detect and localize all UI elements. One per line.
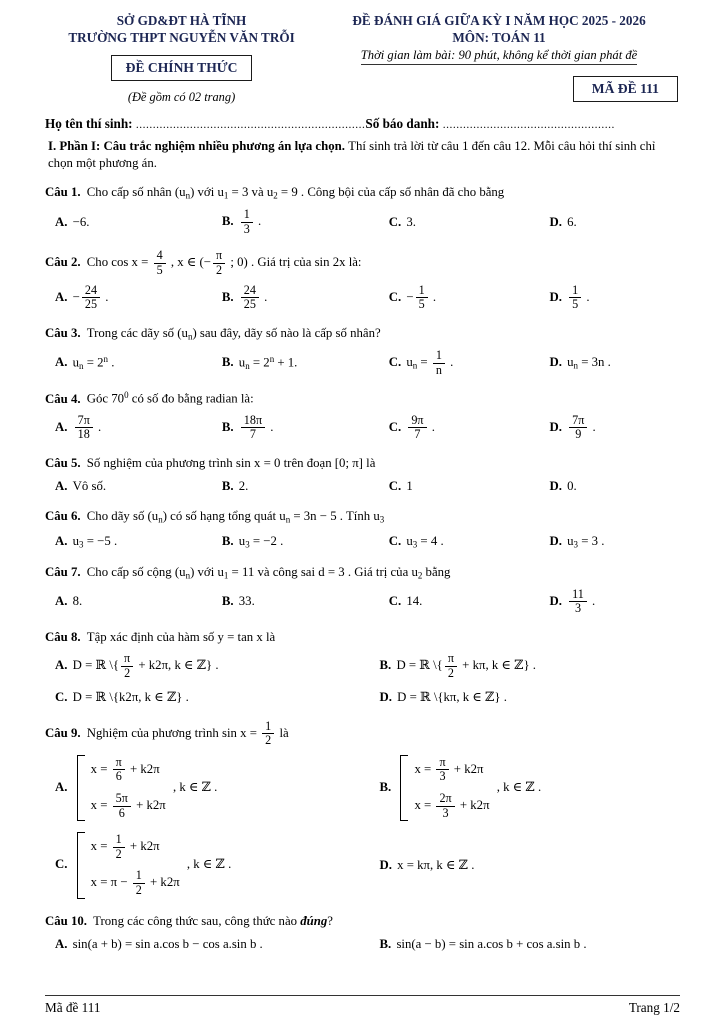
footer-page-number: Trang 1/2 [628, 1000, 680, 1015]
option-C: C. 14. [388, 594, 423, 609]
option-A: A. Vô số. [55, 479, 107, 494]
option-label: D. [549, 533, 566, 548]
header-left [45, 12, 318, 105]
option-label: D. [549, 355, 566, 370]
option-D: D. 0. [549, 479, 577, 494]
question [45, 454, 680, 496]
student-name-label: Họ tên thí sinh: [45, 116, 136, 132]
question-number: Câu 2. [45, 255, 84, 270]
option-label: B. [379, 936, 395, 951]
option-A: A. $\frac{7\pi}{18}$ . [55, 412, 102, 442]
options [45, 477, 680, 496]
option-label: D. [549, 289, 566, 304]
option-label: C. [388, 533, 405, 548]
option-D: D. 6. [549, 214, 577, 229]
question [45, 912, 680, 954]
question-stem: Câu 3. Trong các dãy số $(u_n)$ sau đây, dãy số nào là cấp số nhân? [45, 325, 381, 342]
option-A: A. −6. [55, 214, 90, 229]
option-C: C. $u_n$ = $\frac{1}{n}$ . [388, 347, 454, 377]
option-B: B. $u_n = 2^n + 1$. [221, 353, 298, 371]
option-label: A. [55, 419, 71, 434]
subject-title: MÔN: TOÁN 11 [452, 30, 546, 46]
time-note-wrap [318, 48, 680, 63]
option-B: B. $\frac{1}{3}$ . [221, 207, 262, 236]
question-number: Câu 8. [45, 629, 84, 644]
question-number: Câu 6. [45, 509, 84, 524]
question-number: Câu 10. [45, 913, 91, 928]
option-C: C. $u_3 = 4$ . [388, 533, 444, 550]
option-B: B. 2. [221, 479, 249, 494]
option-D: D. D = ℝ \{kπ, k ∈ ℤ} . [379, 690, 507, 705]
option-label: A. [55, 658, 71, 673]
option-label: D. [379, 690, 396, 705]
option-label: A. [55, 479, 71, 494]
option-A: A. x = $\frac{\pi}{6}$ + k2π x = $\frac{5\pi}{6}$ + k2π , k ∈ ℤ . [55, 754, 218, 820]
question-number: Câu 4. [45, 391, 84, 406]
option-C: C. 1 [388, 479, 413, 494]
options [45, 348, 680, 378]
question-stem: Câu 8. Tập xác định của hàm số y = tan x là [45, 629, 276, 644]
option-label: B. [379, 658, 395, 673]
option-label: C. [388, 289, 405, 304]
option-D: D. $u_3 = 3$ . [549, 533, 605, 550]
footer-exam-code: Mã đề 111 [45, 1000, 101, 1015]
question-number: Câu 3. [45, 325, 84, 340]
question [45, 628, 680, 708]
option-label: A. [55, 214, 71, 229]
option-C: C. 3. [388, 214, 416, 229]
question [45, 719, 680, 901]
section-lead: I. Phần I: Câu trắc nghiệm nhiều phương án lựa chọn. [48, 139, 349, 154]
option-label: B. [221, 533, 237, 548]
option-label: D. [549, 419, 566, 434]
options [45, 935, 680, 954]
option-B: B. $u_3 = -2$ . [221, 533, 284, 550]
option-label: B. [221, 479, 237, 494]
header-right [318, 12, 680, 105]
option-B: B. 33. [221, 594, 255, 609]
question-number: Câu 5. [45, 456, 84, 471]
option-label: C. [388, 479, 405, 494]
options [45, 651, 680, 707]
option-label: D. [379, 857, 396, 872]
question-stem: Câu 10. Trong các công thức sau, công thức nào đúng? [45, 913, 333, 928]
option-B: B. $\frac{18\pi}{7}$ . [221, 412, 274, 442]
department-name: SỞ GD&ĐT HÀ TĨNH [116, 13, 247, 28]
option-A: A. $u_n = 2^n$ . [55, 353, 115, 371]
options [45, 413, 680, 443]
question-stem: Câu 7. Cho cấp số cộng $(u_n)$ với $u_1 = 11$ và công sai d = 3 . Giá trị của $u_2$ bằng [45, 564, 451, 581]
option-label: B. [221, 214, 237, 229]
section-intro [45, 138, 680, 172]
option-A: A. $u_3 = -5$ . [55, 533, 118, 550]
option-label: C. [388, 419, 405, 434]
option-D: D. $u_n = 3n$ . [549, 355, 611, 371]
option-A: A. sin(a + b) = sin a.cos b − cos a.sin b . [55, 936, 263, 951]
option-A: A. D = ℝ \{ $\frac{\pi}{2}$ + k2π, k ∈ ℤ} . [55, 651, 219, 680]
options [45, 283, 680, 313]
option-C: C. − $\frac{1}{5}$ . [388, 282, 437, 312]
option-B: B. $\frac{24}{25}$ . [221, 282, 268, 312]
question-stem: Câu 2. Cho cos x = $\frac{4}{5}$ , x ∈ (− $\frac{\pi}{2}$ ; 0) . Giá trị của sin 2x là: [45, 248, 362, 278]
pages-note: (Đề gồm có 02 trang) [127, 90, 236, 105]
option-C: C. $\frac{9\pi}{7}$ . [388, 412, 435, 442]
option-label: A. [55, 779, 71, 794]
question-stem: Câu 1. Cho cấp số nhân $(u_n)$ với $u_1 = 3$ và $u_2 = 9$ . Công bội của cấp số nhân đã cho bằng [45, 185, 505, 201]
official-box-wrap [45, 46, 318, 81]
exam-code-box: MÃ ĐỀ 111 [573, 76, 678, 102]
section-rest: Thí sinh trả lời từ câu 1 đến câu 12. Mỗi câu hỏi thí sinh chỉ chọn một phương án. [48, 139, 656, 171]
option-label: C. [55, 690, 71, 705]
question [45, 563, 680, 617]
exam-title: ĐỀ ĐÁNH GIÁ GIỮA KỲ I NĂM HỌC 2025 - 2026 [352, 13, 646, 28]
question-stem: Câu 5. Số nghiệm của phương trình sin x = 0 trên đoạn [0; π] là [45, 456, 376, 471]
official-exam-box: ĐỀ CHÍNH THỨC [111, 55, 253, 81]
question [45, 248, 680, 312]
option-label: A. [55, 533, 71, 548]
option-A: A. 8. [55, 594, 83, 609]
option-label: A. [55, 289, 71, 304]
options [45, 587, 680, 617]
question [45, 183, 680, 237]
option-label: D. [549, 214, 566, 229]
options [45, 207, 680, 237]
header [45, 12, 680, 105]
question-stem: Câu 9. Nghiệm của phương trình sin x = $\frac{1}{2}$ là [45, 718, 289, 748]
footer [45, 995, 680, 1016]
questions [45, 183, 680, 954]
option-label: C. [55, 857, 71, 872]
options [45, 753, 680, 901]
option-label: B. [221, 355, 237, 370]
student-name-dots: .................................................................... [135, 119, 366, 132]
question-number: Câu 1. [45, 185, 84, 200]
option-label: A. [55, 355, 71, 370]
time-note: Thời gian làm bài: 90 phút, không kể thời gian phát đề [361, 48, 638, 65]
option-label: C. [388, 355, 405, 370]
question [45, 507, 680, 551]
question [45, 389, 680, 443]
option-label: C. [388, 594, 405, 609]
question [45, 324, 680, 378]
option-label: A. [55, 936, 71, 951]
school-name: TRƯỜNG THPT NGUYỄN VĂN TRỖI [68, 30, 295, 46]
option-label: B. [221, 419, 237, 434]
option-D: D. x = kπ, k ∈ ℤ . [379, 857, 475, 872]
option-B: B. sin(a − b) = sin a.cos b + cos a.sin b . [379, 936, 587, 951]
option-label: B. [221, 289, 237, 304]
option-D: D. $\frac{1}{5}$ . [549, 282, 590, 312]
question-number: Câu 9. [45, 725, 84, 740]
student-info-line [45, 116, 680, 132]
exam-code-wrap [318, 76, 680, 102]
option-B: B. D = ℝ \{ $\frac{\pi}{2}$ + kπ, k ∈ ℤ} . [379, 651, 536, 680]
option-label: B. [379, 779, 395, 794]
option-D: D. $\frac{11}{3}$ . [549, 586, 596, 616]
option-label: B. [221, 594, 237, 609]
option-C: C. D = ℝ \{k2π, k ∈ ℤ} . [55, 690, 189, 705]
option-C: C. x = $\frac{1}{2}$ + k2π x = π − $\frac{1}{2}$ + k2π , k ∈ ℤ . [55, 832, 232, 898]
option-label: A. [55, 594, 71, 609]
option-D: D. $\frac{7\pi}{9}$ . [549, 412, 596, 442]
student-id-dots: ................................................... [442, 119, 615, 132]
option-label: D. [549, 479, 566, 494]
question-number: Câu 7. [45, 564, 84, 579]
question-stem: Câu 4. Góc $70^0$ có số đo bằng radian là: [45, 390, 254, 406]
student-id-label: Số báo danh: [365, 116, 443, 132]
option-label: C. [388, 214, 405, 229]
option-label: D. [549, 593, 566, 608]
option-B: B. x = $\frac{\pi}{3}$ + k2π x = $\frac{2\pi}{3}$ + k2π , k ∈ ℤ . [379, 754, 542, 820]
option-A: A. − $\frac{24}{25}$ . [55, 282, 109, 312]
question-stem: Câu 6. Cho dãy số $(u_n)$ có số hạng tổng quát $u_n = 3n - 5$ . Tính $u_3$ [45, 509, 385, 526]
options [45, 532, 680, 552]
